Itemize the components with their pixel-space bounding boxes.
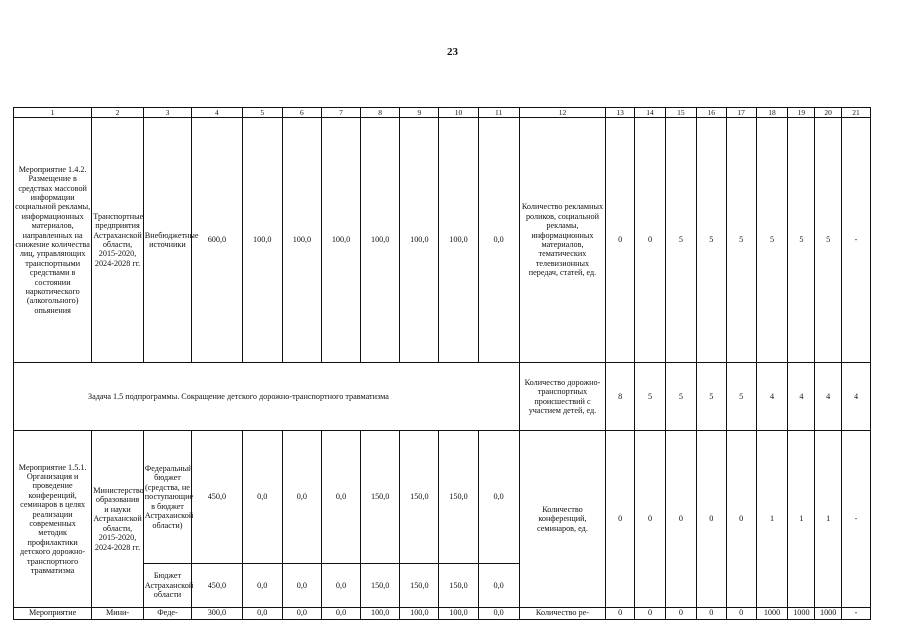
event-cell: Мероприятие 1.4.2. Размещение в средствах массовой информации социальной рекламы, информационных материалов, направленных на снижение количества лиц, управляющих транспортными средствами в состоянии наркотического (алкогольного) опьянения (14, 118, 92, 363)
amount-cell: 100,0 (282, 118, 321, 363)
header-cell: 7 (321, 108, 360, 118)
value-cell: 4 (842, 363, 871, 431)
amount-cell: 150,0 (439, 564, 478, 608)
value-cell: 0 (665, 608, 696, 620)
header-cell: 19 (788, 108, 815, 118)
value-cell: 1 (815, 431, 842, 608)
value-cell: 1000 (788, 608, 815, 620)
header-cell: 15 (665, 108, 696, 118)
table-row (14, 608, 871, 620)
program-table (13, 107, 871, 620)
indicator-cell: Количество конференций, семинаров, ед. (519, 431, 606, 608)
value-cell: 0 (726, 431, 756, 608)
amount-cell: 0,0 (242, 564, 282, 608)
amount-cell: 0,0 (282, 564, 321, 608)
value-cell: 0 (606, 608, 635, 620)
header-cell: 2 (92, 108, 144, 118)
header-cell: 6 (282, 108, 321, 118)
value-cell: 5 (726, 363, 756, 431)
amount-cell: 150,0 (439, 431, 478, 564)
amount-cell: 100,0 (321, 118, 360, 363)
event-cell: Мероприятие (14, 608, 92, 620)
value-cell: 1 (756, 431, 788, 608)
amount-cell: 0,0 (242, 608, 282, 620)
value-cell: 0 (606, 118, 635, 363)
header-cell: 21 (842, 108, 871, 118)
header-cell: 18 (756, 108, 788, 118)
table-row (14, 118, 871, 363)
amount-cell: 150,0 (400, 431, 439, 564)
page-number: 23 (447, 46, 458, 58)
value-cell: 0 (635, 608, 666, 620)
executor-cell: Транспортные предприятия Астраханской области, 2015-2020, 2024-2028 гг. (92, 118, 144, 363)
header-cell: 13 (606, 108, 635, 118)
value-cell: 4 (815, 363, 842, 431)
header-cell: 20 (815, 108, 842, 118)
value-cell: 0 (696, 608, 726, 620)
value-cell: 0 (665, 431, 696, 608)
amount-cell: 150,0 (361, 431, 400, 564)
amount-cell: 100,0 (361, 608, 400, 620)
header-cell: 14 (635, 108, 666, 118)
event-cell: Мероприятие 1.5.1. Организация и проведение конференций, семинаров в целях реализации современных методик профилактики детского дорожно-транспортного травматизма (14, 431, 92, 608)
funding-source-cell: Федеральный бюджет (средства, не поступающие в бюджет Астраханской области) (143, 431, 191, 564)
amount-cell: 100,0 (439, 608, 478, 620)
table-row (14, 431, 871, 564)
value-cell: 0 (635, 431, 666, 608)
header-cell: 5 (242, 108, 282, 118)
amount-cell: 0,0 (478, 118, 519, 363)
amount-cell: 100,0 (361, 118, 400, 363)
header-cell: 4 (192, 108, 242, 118)
amount-cell: 150,0 (400, 564, 439, 608)
indicator-cell: Количество ре- (519, 608, 606, 620)
value-cell: - (842, 118, 871, 363)
header-cell: 17 (726, 108, 756, 118)
value-cell: 5 (665, 363, 696, 431)
value-cell: 4 (756, 363, 788, 431)
header-cell: 9 (400, 108, 439, 118)
amount-cell: 0,0 (478, 431, 519, 564)
header-cell: 16 (696, 108, 726, 118)
value-cell: - (842, 608, 871, 620)
amount-cell: 150,0 (361, 564, 400, 608)
amount-cell: 0,0 (478, 564, 519, 608)
column-number-row (14, 108, 871, 118)
header-cell: 1 (14, 108, 92, 118)
value-cell: 4 (788, 363, 815, 431)
value-cell: 5 (756, 118, 788, 363)
indicator-cell: Количество рекламных роликов, социальной рекламы, информационных материалов, тематических телевизионных передач, статей, ед. (519, 118, 606, 363)
amount-cell: 100,0 (400, 118, 439, 363)
value-cell: 5 (665, 118, 696, 363)
task-row (14, 363, 871, 431)
amount-cell: 0,0 (321, 564, 360, 608)
funding-source-cell: Внебюджетные источники (143, 118, 191, 363)
amount-cell: 450,0 (192, 564, 242, 608)
amount-cell: 100,0 (439, 118, 478, 363)
value-cell: 5 (696, 118, 726, 363)
indicator-cell: Количество дорожно-транспортных происшествий с участием детей, ед. (519, 363, 606, 431)
value-cell: - (842, 431, 871, 608)
executor-cell: Министерство образования и науки Астраханской области, 2015-2020, 2024-2028 гг. (92, 431, 144, 608)
value-cell: 5 (635, 363, 666, 431)
amount-cell: 0,0 (242, 431, 282, 564)
funding-source-cell: Феде- (143, 608, 191, 620)
amount-cell: 100,0 (242, 118, 282, 363)
amount-cell: 0,0 (282, 608, 321, 620)
funding-source-cell: Бюджет Астраханской области (143, 564, 191, 608)
value-cell: 8 (606, 363, 635, 431)
amount-cell: 600,0 (192, 118, 242, 363)
value-cell: 1 (788, 431, 815, 608)
value-cell: 5 (788, 118, 815, 363)
amount-cell: 0,0 (478, 608, 519, 620)
amount-cell: 300,0 (192, 608, 242, 620)
value-cell: 1000 (756, 608, 788, 620)
header-cell: 11 (478, 108, 519, 118)
task-title: Задача 1.5 подпрограммы. Сокращение детского дорожно-транспортного травматизма (14, 363, 520, 431)
amount-cell: 450,0 (192, 431, 242, 564)
value-cell: 0 (635, 118, 666, 363)
amount-cell: 0,0 (282, 431, 321, 564)
amount-cell: 0,0 (321, 431, 360, 564)
value-cell: 5 (696, 363, 726, 431)
value-cell: 5 (726, 118, 756, 363)
value-cell: 0 (696, 431, 726, 608)
header-cell: 8 (361, 108, 400, 118)
value-cell: 5 (815, 118, 842, 363)
header-cell: 10 (439, 108, 478, 118)
header-cell: 3 (143, 108, 191, 118)
amount-cell: 100,0 (400, 608, 439, 620)
executor-cell: Мини- (92, 608, 144, 620)
value-cell: 0 (606, 431, 635, 608)
value-cell: 0 (726, 608, 756, 620)
amount-cell: 0,0 (321, 608, 360, 620)
value-cell: 1000 (815, 608, 842, 620)
header-cell: 12 (519, 108, 606, 118)
